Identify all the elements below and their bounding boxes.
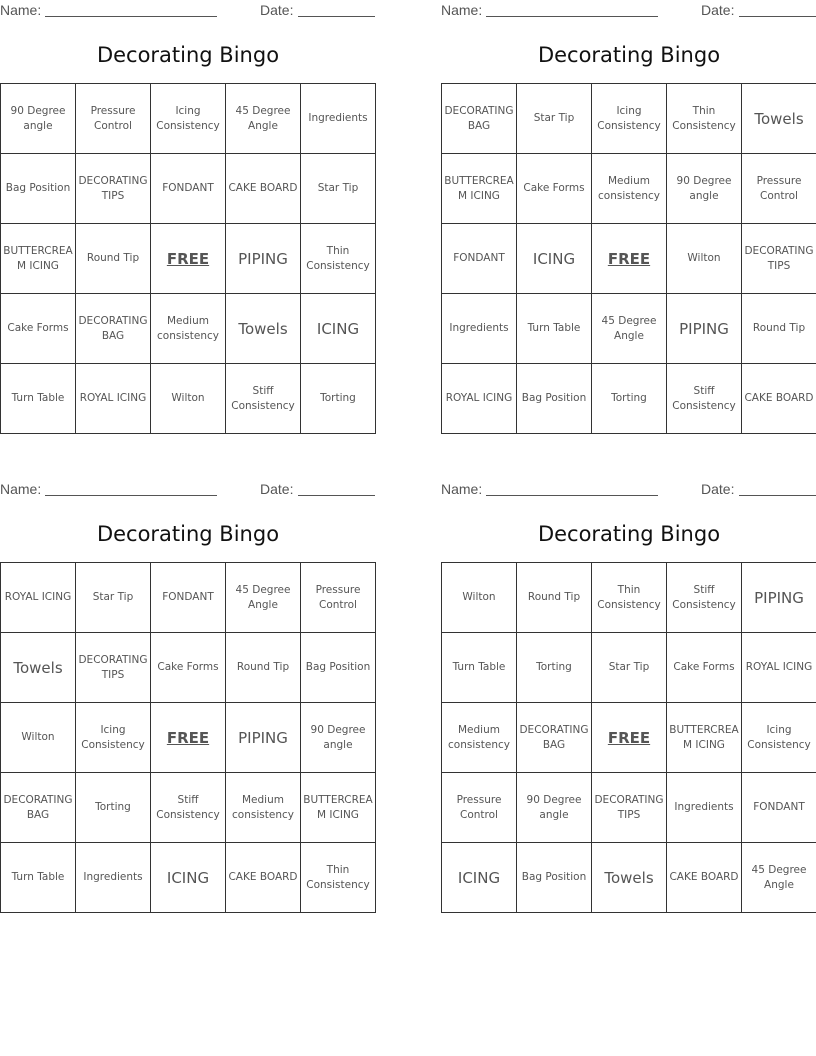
card-header (441, 2, 816, 20)
card-header (0, 481, 376, 499)
bingo-cell: CAKE BOARD (667, 843, 742, 913)
bingo-cell: FONDANT (442, 224, 517, 294)
bingo-cell: ICING (517, 224, 592, 294)
bingo-cell: CAKE BOARD (226, 154, 301, 224)
bingo-row (442, 703, 816, 773)
bingo-cell: Icing Consistency (742, 703, 816, 773)
bingo-grid (441, 83, 816, 434)
bingo-cell: DECORATING BAG (517, 703, 592, 773)
bingo-row (442, 294, 816, 364)
bingo-cell: Turn Table (1, 364, 76, 434)
bingo-cell: Star Tip (301, 154, 376, 224)
bingo-cell: Towels (226, 294, 301, 364)
bingo-cell: Round Tip (226, 633, 301, 703)
bingo-row (1, 703, 376, 773)
free-space-cell: FREE (151, 224, 226, 294)
free-space-cell: FREE (151, 703, 226, 773)
bingo-cell: Thin Consistency (301, 224, 376, 294)
bingo-cell: Bag Position (301, 633, 376, 703)
bingo-cell: Icing Consistency (151, 84, 226, 154)
bingo-cell: DECORATING TIPS (76, 154, 151, 224)
bingo-row (442, 773, 816, 843)
bingo-cell: CAKE BOARD (226, 843, 301, 913)
bingo-cell: PIPING (667, 294, 742, 364)
bingo-cell: Pressure Control (742, 154, 816, 224)
date-blank-line (739, 16, 816, 17)
date-blank-line (298, 16, 375, 17)
bingo-cell: ROYAL ICING (742, 633, 816, 703)
bingo-grid (0, 83, 376, 434)
bingo-cell: FONDANT (151, 563, 226, 633)
bingo-cell: FONDANT (742, 773, 816, 843)
bingo-row (442, 154, 816, 224)
bingo-row (442, 364, 816, 434)
bingo-cell: Ingredients (301, 84, 376, 154)
bingo-cell: Star Tip (592, 633, 667, 703)
name-blank-line (45, 16, 217, 17)
name-blank-line (486, 16, 658, 17)
bingo-cell: DECORATING BAG (442, 84, 517, 154)
name-label: Name: (0, 2, 42, 18)
bingo-cell: PIPING (742, 563, 816, 633)
bingo-cell: Pressure Control (301, 563, 376, 633)
bingo-cell: Turn Table (442, 633, 517, 703)
card-title: Decorating Bingo (537, 43, 721, 67)
bingo-cell: Icing Consistency (592, 84, 667, 154)
bingo-cell: 90 Degree angle (517, 773, 592, 843)
bingo-cell: Thin Consistency (592, 563, 667, 633)
bingo-grid (441, 562, 816, 913)
bingo-cell: Bag Position (517, 843, 592, 913)
bingo-row (1, 154, 376, 224)
bingo-cell: Pressure Control (442, 773, 517, 843)
bingo-row (1, 633, 376, 703)
bingo-cell: DECORATING TIPS (76, 633, 151, 703)
bingo-cell: ROYAL ICING (1, 563, 76, 633)
bingo-cell: ICING (442, 843, 517, 913)
bingo-cell: PIPING (226, 224, 301, 294)
bingo-cell: Ingredients (667, 773, 742, 843)
bingo-cell: BUTTERCREAM ICING (1, 224, 76, 294)
date-blank-line (739, 495, 816, 496)
bingo-cell: Star Tip (76, 563, 151, 633)
bingo-cell: Star Tip (517, 84, 592, 154)
bingo-cell: Towels (742, 84, 816, 154)
bingo-cell: 45 Degree Angle (226, 563, 301, 633)
bingo-cell: BUTTERCREAM ICING (301, 773, 376, 843)
bingo-cell: Torting (517, 633, 592, 703)
bingo-cell: Towels (592, 843, 667, 913)
bingo-cell: Wilton (151, 364, 226, 434)
bingo-cell: Towels (1, 633, 76, 703)
free-space-cell: FREE (592, 703, 667, 773)
date-blank-line (298, 495, 375, 496)
bingo-cell: Turn Table (517, 294, 592, 364)
bingo-cell: DECORATING BAG (76, 294, 151, 364)
bingo-cell: Medium consistency (592, 154, 667, 224)
card-title: Decorating Bingo (96, 522, 280, 546)
bingo-cell: DECORATING BAG (1, 773, 76, 843)
bingo-cell: DECORATING TIPS (592, 773, 667, 843)
name-label: Name: (441, 2, 483, 18)
bingo-row (1, 563, 376, 633)
bingo-cell: 45 Degree Angle (742, 843, 816, 913)
bingo-cell: Stiff Consistency (667, 563, 742, 633)
bingo-cell: Wilton (442, 563, 517, 633)
bingo-row (442, 84, 816, 154)
card-title: Decorating Bingo (537, 522, 721, 546)
name-label: Name: (441, 481, 483, 497)
bingo-row (1, 364, 376, 434)
bingo-grid (0, 562, 376, 913)
bingo-cell: Turn Table (1, 843, 76, 913)
bingo-row (1, 84, 376, 154)
bingo-cell: Cake Forms (667, 633, 742, 703)
bingo-row (1, 224, 376, 294)
date-label: Date: (260, 2, 294, 18)
bingo-cell: Wilton (667, 224, 742, 294)
date-label: Date: (701, 2, 735, 18)
bingo-cell: BUTTERCREAM ICING (442, 154, 517, 224)
bingo-cell: Cake Forms (517, 154, 592, 224)
bingo-row (1, 294, 376, 364)
bingo-cell: Bag Position (1, 154, 76, 224)
bingo-cell: ICING (301, 294, 376, 364)
bingo-cell: Thin Consistency (301, 843, 376, 913)
card-title: Decorating Bingo (96, 43, 280, 67)
bingo-cell: Icing Consistency (76, 703, 151, 773)
bingo-cell: 90 Degree angle (667, 154, 742, 224)
bingo-cell: Bag Position (517, 364, 592, 434)
bingo-cell: ROYAL ICING (442, 364, 517, 434)
bingo-cell: ICING (151, 843, 226, 913)
date-label: Date: (260, 481, 294, 497)
name-blank-line (486, 495, 658, 496)
name-label: Name: (0, 481, 42, 497)
bingo-cell: Round Tip (76, 224, 151, 294)
bingo-cell: Round Tip (517, 563, 592, 633)
bingo-cell: Torting (592, 364, 667, 434)
bingo-row (1, 843, 376, 913)
bingo-cell: Cake Forms (151, 633, 226, 703)
name-blank-line (45, 495, 217, 496)
bingo-cell: Torting (301, 364, 376, 434)
bingo-cell: Stiff Consistency (151, 773, 226, 843)
bingo-cell: CAKE BOARD (742, 364, 816, 434)
bingo-row (442, 224, 816, 294)
bingo-cell: 45 Degree Angle (592, 294, 667, 364)
bingo-cell: 90 Degree angle (301, 703, 376, 773)
bingo-cell: Round Tip (742, 294, 816, 364)
bingo-cell: PIPING (226, 703, 301, 773)
bingo-cell: Stiff Consistency (226, 364, 301, 434)
bingo-cell: Cake Forms (1, 294, 76, 364)
date-label: Date: (701, 481, 735, 497)
bingo-row (442, 843, 816, 913)
bingo-cell: Medium consistency (226, 773, 301, 843)
bingo-cell: Ingredients (76, 843, 151, 913)
free-space-cell: FREE (592, 224, 667, 294)
bingo-cell: Medium consistency (151, 294, 226, 364)
bingo-row (442, 563, 816, 633)
bingo-row (442, 633, 816, 703)
bingo-cell: DECORATING TIPS (742, 224, 816, 294)
bingo-row (1, 773, 376, 843)
bingo-cell: Stiff Consistency (667, 364, 742, 434)
bingo-cell: Medium consistency (442, 703, 517, 773)
bingo-cell: ROYAL ICING (76, 364, 151, 434)
bingo-cell: Wilton (1, 703, 76, 773)
card-header (441, 481, 816, 499)
card-header (0, 2, 376, 20)
bingo-cell: 45 Degree Angle (226, 84, 301, 154)
bingo-cell: Torting (76, 773, 151, 843)
bingo-cell: Thin Consistency (667, 84, 742, 154)
bingo-cell: 90 Degree angle (1, 84, 76, 154)
bingo-cell: BUTTERCREAM ICING (667, 703, 742, 773)
bingo-cell: Pressure Control (76, 84, 151, 154)
bingo-cell: FONDANT (151, 154, 226, 224)
bingo-cell: Ingredients (442, 294, 517, 364)
